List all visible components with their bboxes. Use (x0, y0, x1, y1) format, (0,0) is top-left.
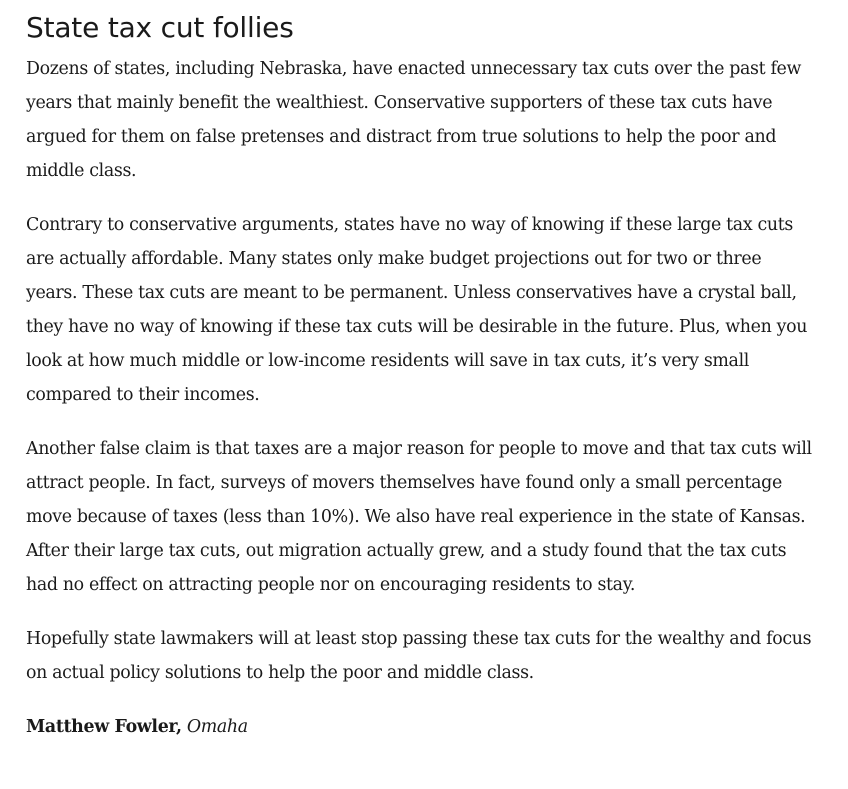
letter-headline: State tax cut follies (26, 11, 294, 44)
letter-paragraph-1: Dozens of states, including Nebraska, have enacted unnecessary tax cuts over the past few years that mainly benefit the wealthiest. Conservative supporters of these tax cuts have argued for them on false pretenses and distract from true solutions to help the poor and middle class. (26, 59, 802, 181)
letter-paragraph-2: Contrary to conservative arguments, states have no way of knowing if these large tax cuts are actually affordable. Many states only make budget projections out for two or three years. These tax cuts are meant to be permanent. Unless conservatives have a crystal ball, they have no way of knowing if these tax cuts will be desirable in the future. Plus, when you look at how much middle or low-income residents will save in tax cuts, it’s very small compared to their incomes. (26, 215, 808, 405)
letter-signature (26, 710, 816, 744)
letter-paragraph-4: Hopefully state lawmakers will at least stop passing these tax cuts for the wealthy and focus on actual policy solutions to help the poor and middle class. (26, 629, 812, 683)
author-city: Omaha (186, 717, 248, 737)
author-name: Matthew Fowler, (26, 717, 182, 737)
letter-paragraph-3: Another false claim is that taxes are a major reason for people to move and that tax cuts will attract people. In fact, surveys of movers themselves have found only a small percentage move because of taxes (less than 10%). We also have real experience in the state of Kansas. After their large tax cuts, out migration actually grew, and a study found that the tax cuts had no effect on attracting people nor on encouraging residents to stay. (26, 439, 812, 595)
letter-to-editor (26, 8, 816, 744)
